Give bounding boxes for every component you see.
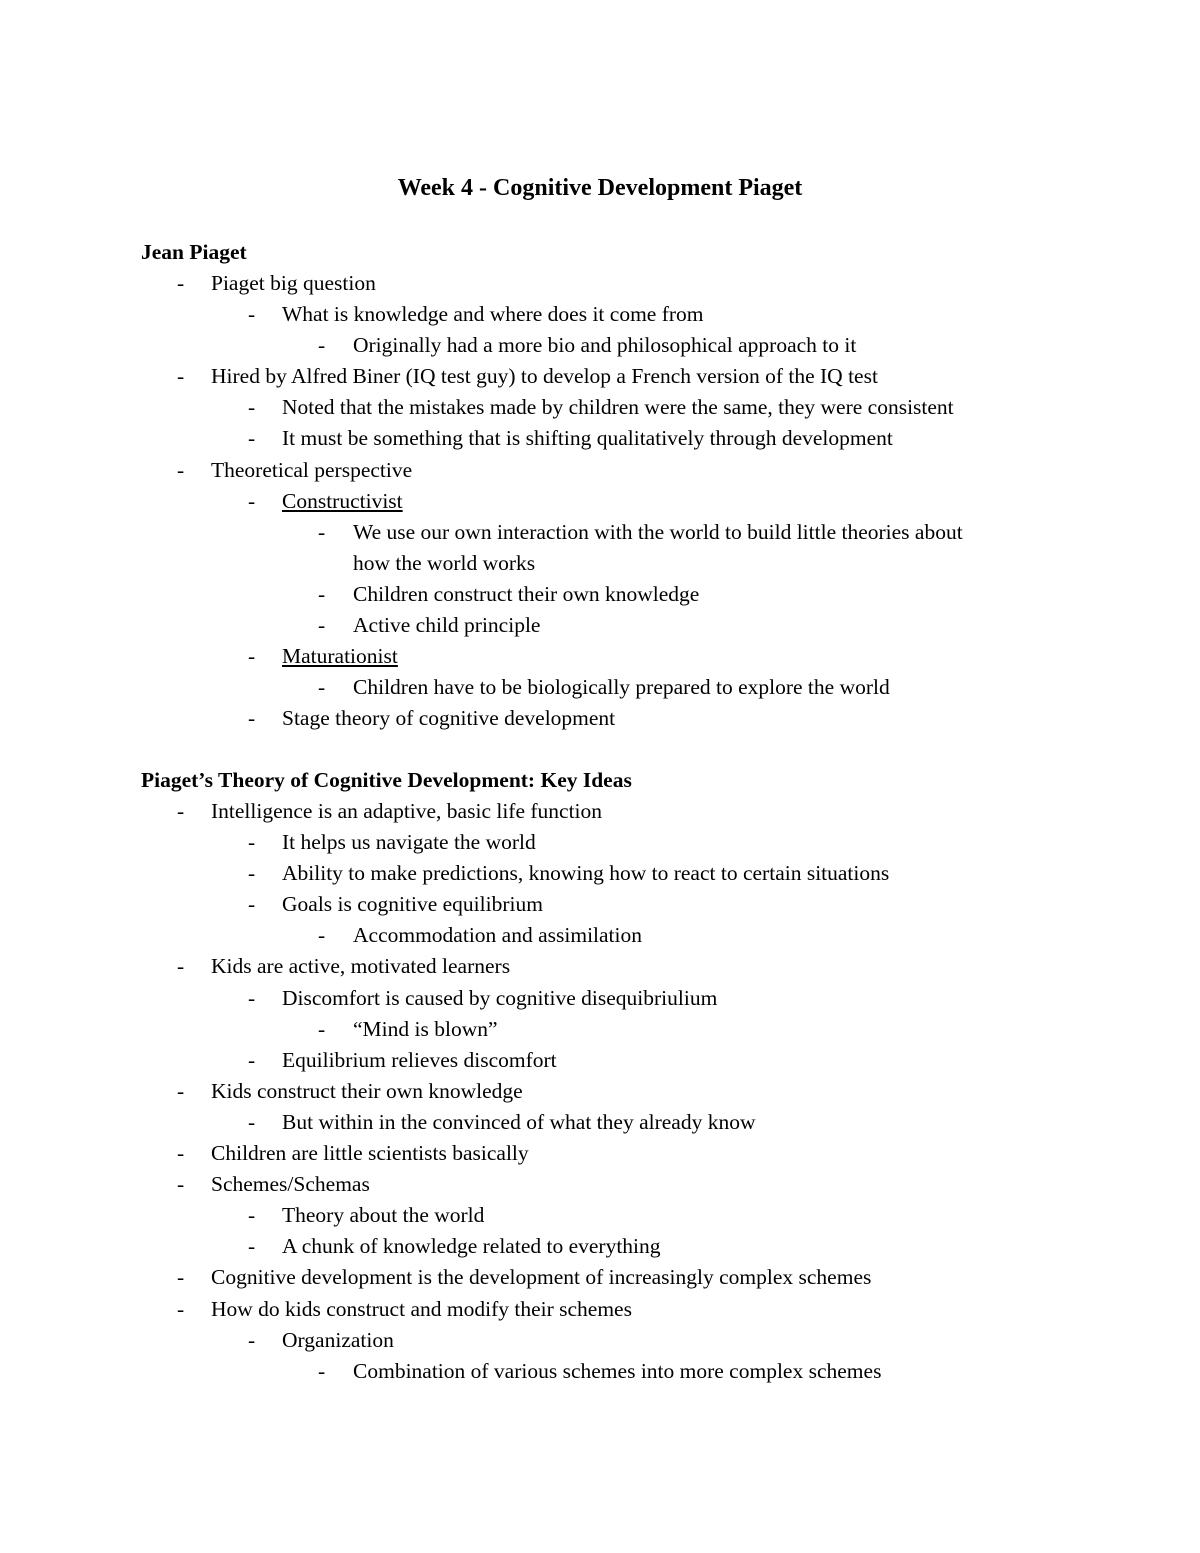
bullet-text: Equilibrium relieves discomfort <box>282 1047 557 1072</box>
bullet-dash-icon: - <box>177 799 185 823</box>
bullet-dash-icon: - <box>177 1296 185 1321</box>
bullet-text: Theory about the world <box>282 1203 485 1228</box>
bullet-dash-icon: - <box>248 644 256 669</box>
bullet-text: How do kids construct and modify their schemes <box>211 1296 632 1321</box>
bullet-item <box>0 1294 1200 1325</box>
bullet-item <box>0 299 1200 330</box>
bullet-item <box>0 703 1200 734</box>
bullet-dash-icon: - <box>248 1109 256 1134</box>
bullet-list-jean-piaget <box>0 268 1200 734</box>
bullet-item <box>0 610 1200 641</box>
bullet-dash-icon: - <box>318 613 326 638</box>
bullet-item <box>0 1045 1200 1076</box>
bullet-dash-icon: - <box>248 1327 256 1352</box>
bullet-item <box>0 1107 1200 1138</box>
bullet-text: Originally had a more bio and philosophical approach to it <box>353 333 857 358</box>
bullet-item <box>0 1262 1200 1293</box>
bullet-text: What is knowledge and where does it come from <box>282 302 704 327</box>
bullet-text: Accommodation and assimilation <box>353 923 643 948</box>
bullet-item <box>0 455 1200 486</box>
bullet-text: Noted that the mistakes made by children were the same, they were consistent <box>282 395 954 420</box>
bullet-text: “Mind is blown” <box>353 1016 498 1041</box>
bullet-dash-icon: - <box>248 1203 256 1228</box>
bullet-dash-icon: - <box>248 706 256 731</box>
bullet-item <box>0 951 1200 982</box>
bullet-text: It helps us navigate the world <box>282 830 536 855</box>
bullet-item <box>0 486 1200 517</box>
bullet-dash-icon: - <box>177 1078 185 1103</box>
bullet-item <box>0 579 1200 610</box>
bullet-item <box>0 672 1200 703</box>
bullet-dash-icon: - <box>177 1265 185 1290</box>
bullet-text: Piaget big question <box>211 271 376 295</box>
bullet-text: Stage theory of cognitive development <box>282 706 616 731</box>
bullet-dash-icon: - <box>177 364 185 389</box>
bullet-dash-icon: - <box>248 302 256 327</box>
bullet-dash-icon: - <box>248 1234 256 1259</box>
bullet-text: We use our own interaction with the world to build little theories about <box>353 519 963 544</box>
bullet-text: Constructivist <box>282 488 403 513</box>
bullet-item <box>0 796 1200 827</box>
bullet-item <box>0 1200 1200 1231</box>
bullet-text: Theoretical perspective <box>211 457 413 482</box>
bullet-dash-icon: - <box>318 1016 326 1041</box>
bullet-text: Intelligence is an adaptive, basic life function <box>211 799 603 823</box>
bullet-text: Organization <box>282 1327 394 1352</box>
bullet-dash-icon: - <box>248 830 256 855</box>
bullet-text: Cognitive development is the development of increasingly complex schemes <box>211 1265 872 1290</box>
bullet-dash-icon: - <box>318 519 326 544</box>
bullet-text: Maturationist <box>282 644 398 669</box>
bullet-item <box>0 827 1200 858</box>
bullet-text: Children have to be biologically prepared to explore the world <box>353 675 890 700</box>
bullet-item <box>0 983 1200 1014</box>
bullet-item <box>0 641 1200 672</box>
bullet-item <box>0 1356 1200 1387</box>
bullet-dash-icon: - <box>248 892 256 917</box>
bullet-item <box>0 1076 1200 1107</box>
bullet-dash-icon: - <box>248 395 256 420</box>
bullet-dash-icon: - <box>318 333 326 358</box>
bullet-item <box>0 858 1200 889</box>
section-heading-key-ideas: Piaget’s Theory of Cognitive Development: Key Ideas <box>141 768 632 792</box>
bullet-dash-icon: - <box>318 581 326 606</box>
bullet-item <box>0 361 1200 392</box>
bullet-item <box>0 268 1200 299</box>
bullet-text: how the world works <box>353 550 536 575</box>
bullet-item <box>0 920 1200 951</box>
document-title: Week 4 - Cognitive Development Piaget <box>397 175 803 201</box>
bullet-text: But within in the convinced of what they already know <box>282 1109 756 1134</box>
bullet-dash-icon: - <box>318 1358 326 1383</box>
bullet-item <box>0 330 1200 361</box>
bullet-text: Combination of various schemes into more complex schemes <box>353 1358 882 1383</box>
bullet-text: Kids construct their own knowledge <box>211 1078 523 1103</box>
bullet-dash-icon: - <box>248 861 256 886</box>
bullet-dash-icon: - <box>318 923 326 948</box>
bullet-item <box>0 1231 1200 1262</box>
bullet-dash-icon: - <box>177 1141 185 1166</box>
bullet-text: Children construct their own knowledge <box>353 581 700 606</box>
bullet-item <box>0 889 1200 920</box>
bullet-text: Goals is cognitive equilibrium <box>282 892 543 917</box>
bullet-text: Active child principle <box>353 613 541 638</box>
bullet-item <box>0 1325 1200 1356</box>
section-heading-jean-piaget: Jean Piaget <box>141 240 247 264</box>
bullet-text: Ability to make predictions, knowing how to react to certain situations <box>282 861 890 886</box>
bullet-text: It must be something that is shifting qualitatively through development <box>282 426 893 451</box>
bullet-text: Hired by Alfred Biner (IQ test guy) to develop a French version of the IQ test <box>211 364 878 389</box>
bullet-dash-icon: - <box>177 271 185 295</box>
bullet-text: Children are little scientists basically <box>211 1141 529 1166</box>
bullet-dash-icon: - <box>248 426 256 451</box>
bullet-dash-icon: - <box>248 488 256 513</box>
bullet-dash-icon: - <box>248 985 256 1010</box>
bullet-text: A chunk of knowledge related to everything <box>282 1234 661 1259</box>
bullet-item <box>0 1014 1200 1045</box>
bullet-text: Schemes/Schemas <box>211 1172 370 1197</box>
bullet-dash-icon: - <box>318 675 326 700</box>
bullet-dash-icon: - <box>177 457 185 482</box>
bullet-text: Discomfort is caused by cognitive disequibriulium <box>282 985 718 1010</box>
bullet-item <box>0 1169 1200 1200</box>
bullet-list-key-ideas <box>0 796 1200 1387</box>
bullet-item <box>0 1138 1200 1169</box>
bullet-dash-icon: - <box>177 954 185 979</box>
bullet-item <box>0 548 1200 579</box>
bullet-dash-icon: - <box>177 1172 185 1197</box>
bullet-item <box>0 392 1200 423</box>
bullet-item <box>0 423 1200 454</box>
bullet-item <box>0 517 1200 548</box>
bullet-dash-icon: - <box>248 1047 256 1072</box>
bullet-text: Kids are active, motivated learners <box>211 954 511 979</box>
